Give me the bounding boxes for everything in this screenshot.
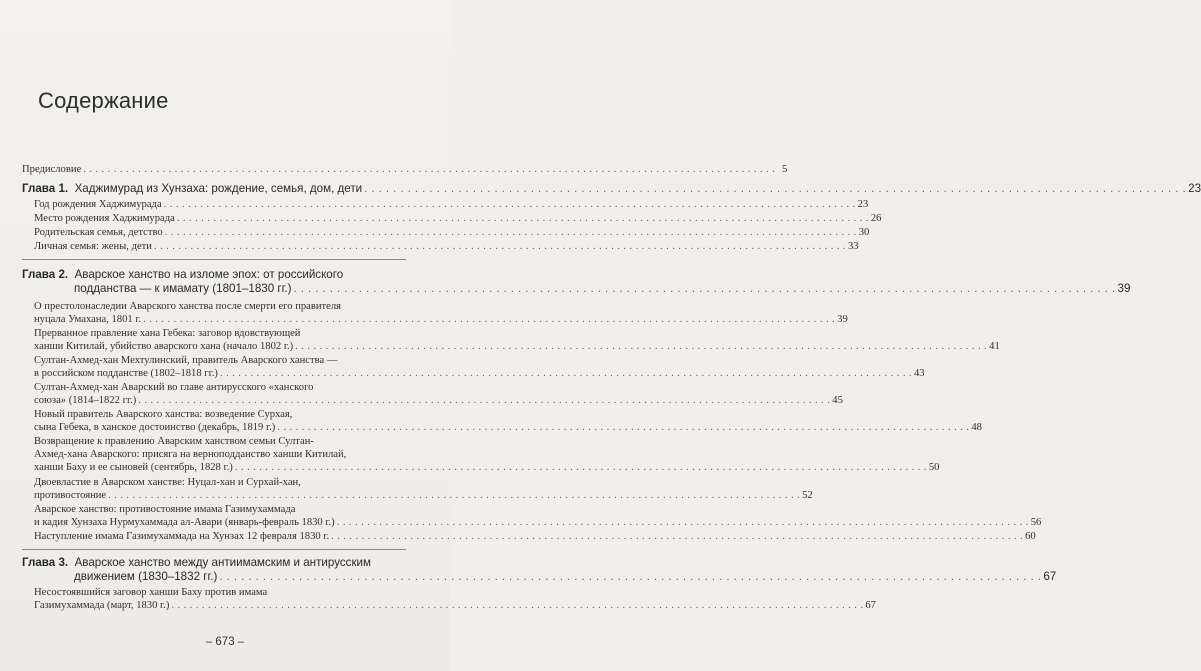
- toc-entry[interactable]: [22, 530, 1036, 543]
- toc-entry-label: Место рождения Хаджимурада: [34, 213, 175, 224]
- toc-entry-label: союза» (1814–1822 гг.): [34, 395, 137, 406]
- toc-entry-label: противостояние: [34, 490, 107, 501]
- leader-dots: [337, 516, 1029, 529]
- chapter-title: Хаджимурад из Хунзаха: рождение, семья, дом, дети: [74, 182, 363, 195]
- toc-entry-label: Родительская семья, детство: [34, 227, 163, 238]
- toc-page-number: 50: [928, 462, 940, 473]
- toc-entry-label: Двоевластие в Аварском ханстве: Нуцал-хан и Сурхай-хан,: [34, 477, 301, 488]
- toc-entry-label: нуцала Умахана, 1801 г.: [34, 314, 142, 325]
- toc-entry[interactable]: [22, 300, 848, 326]
- toc-entry[interactable]: [22, 476, 813, 502]
- toc-entry[interactable]: [22, 198, 869, 211]
- toc-page-number: 48: [971, 422, 982, 433]
- toc-entry-label: Возвращение к правлению Аварским ханством семьи Султан-: [34, 436, 314, 447]
- toc-page-number: 52: [802, 490, 813, 501]
- divider: [22, 259, 406, 260]
- page-title: Содержание: [38, 88, 169, 113]
- leader-dots: [364, 182, 1186, 196]
- toc-entry[interactable]: [22, 240, 859, 253]
- toc-entry[interactable]: [22, 381, 843, 407]
- toc-entry[interactable]: [22, 435, 940, 474]
- toc-entry-label: и кадия Хунзаха Нурмухаммада ал-Авари (январь-февраль 1830 г.): [34, 517, 335, 528]
- chapter-number: Глава 2.: [22, 268, 69, 281]
- toc-page-number: 30: [858, 227, 870, 238]
- toc-entry-label: О престолонаследии Аварского ханства после смерти его правителя: [34, 301, 342, 312]
- toc-page-number: 5: [781, 164, 788, 175]
- toc-page-number: 26: [870, 213, 882, 224]
- chapter-number: Глава 1.: [22, 182, 69, 195]
- leader-dots: [294, 282, 1116, 296]
- toc-entry-label: Личная семья: жены, дети: [34, 241, 152, 252]
- toc-entry-label: Аварское ханство: противостояние имама Газимухаммада: [34, 504, 296, 515]
- toc-page-number: 23: [1188, 182, 1201, 195]
- chapter-number: Глава 3.: [22, 556, 69, 569]
- toc-page-number: 23: [857, 199, 869, 210]
- page-number-footer: – 673 –: [205, 636, 245, 648]
- toc-page-number: 39: [1117, 282, 1131, 295]
- toc-chapter-2[interactable]: [22, 268, 1131, 296]
- toc-page-number: 45: [832, 395, 843, 406]
- leader-dots: [138, 394, 830, 407]
- toc-entry-label: Султан-Ахмед-хан Аварский во главе антирусского «ханского: [34, 382, 314, 393]
- toc-entry-label: Газимухаммада (март, 1830 г.): [34, 600, 170, 611]
- toc-entry-label: Год рождения Хаджимурада: [34, 199, 162, 210]
- toc-entry-label: ханши Баху и ее сыновей (сентябрь, 1828 г.): [34, 462, 233, 473]
- toc-entry-label: Наступление имама Газимухаммада на Хунзах 12 февраля 1830 г.: [34, 531, 330, 542]
- leader-dots: [171, 599, 863, 612]
- toc-entry-preface[interactable]: [22, 163, 788, 176]
- leader-dots: [154, 240, 846, 253]
- toc-entry-label: Несостоявшийся заговор ханши Баху против имама: [34, 587, 268, 598]
- toc-page-number: 56: [1030, 517, 1042, 528]
- leader-dots: [235, 461, 927, 474]
- leader-dots: [177, 212, 869, 225]
- divider: [22, 549, 406, 550]
- toc-entry[interactable]: [22, 354, 925, 380]
- toc-page-number: 41: [989, 341, 1000, 352]
- toc-entry[interactable]: [22, 503, 1042, 529]
- toc-entry-label: Прерванное правление хана Гебека: заговор вдовствующей: [34, 328, 301, 339]
- leader-dots: [108, 489, 800, 502]
- toc-entry[interactable]: [22, 408, 982, 434]
- chapter-title-line-1: Аварское ханство между антиимамским и антирусским: [74, 556, 371, 569]
- leader-dots: [331, 530, 1023, 543]
- toc-entry[interactable]: [22, 327, 1000, 353]
- toc-entry-label: Ахмед-хана Аварского: присяга на верноподданство ханши Китилай,: [34, 449, 347, 460]
- leader-dots: [165, 226, 857, 239]
- chapter-title-line-2: движением (1830–1832 гг.): [74, 570, 218, 583]
- chapter-title-line-1: Аварское ханство на изломе эпох: от российского: [74, 268, 344, 281]
- toc-entry-label: сына Гебека, в ханское достоинство (декабрь, 1819 г.): [34, 422, 276, 433]
- toc-page-number: 67: [1043, 570, 1057, 583]
- toc-entry-label: Новый правитель Аварского ханства: возведение Сурхая,: [34, 409, 293, 420]
- leader-dots: [164, 198, 856, 211]
- leader-dots: [220, 367, 912, 380]
- chapter-title-line-2: подданства — к имамату (1801–1830 гг.): [74, 282, 292, 295]
- toc-page-number: 60: [1025, 531, 1036, 542]
- toc-chapter-1[interactable]: [22, 182, 1201, 196]
- leader-dots: [219, 570, 1041, 584]
- toc-page-number: 43: [913, 368, 925, 379]
- toc-entry-label: Султан-Ахмед-хан Мехтулинский, правитель Аварского ханства —: [34, 355, 338, 366]
- toc-page-number: 39: [837, 314, 848, 325]
- toc-page-number: 33: [847, 241, 859, 252]
- toc-entry[interactable]: [22, 212, 882, 225]
- leader-dots: [143, 313, 835, 326]
- toc-chapter-3[interactable]: [22, 556, 1057, 584]
- toc-page-number: 67: [865, 600, 876, 611]
- leader-dots: [277, 421, 969, 434]
- toc-entry-label: в российском подданстве (1802–1818 гг.): [34, 368, 218, 379]
- leader-dots: [295, 340, 987, 353]
- toc-entry[interactable]: [22, 586, 876, 612]
- leader-dots: [83, 163, 775, 176]
- toc-entry-label: Предисловие: [22, 164, 82, 175]
- toc-entry-label: ханши Китилай, убийство аварского хана (начало 1802 г.): [34, 341, 294, 352]
- toc-entry[interactable]: [22, 226, 870, 239]
